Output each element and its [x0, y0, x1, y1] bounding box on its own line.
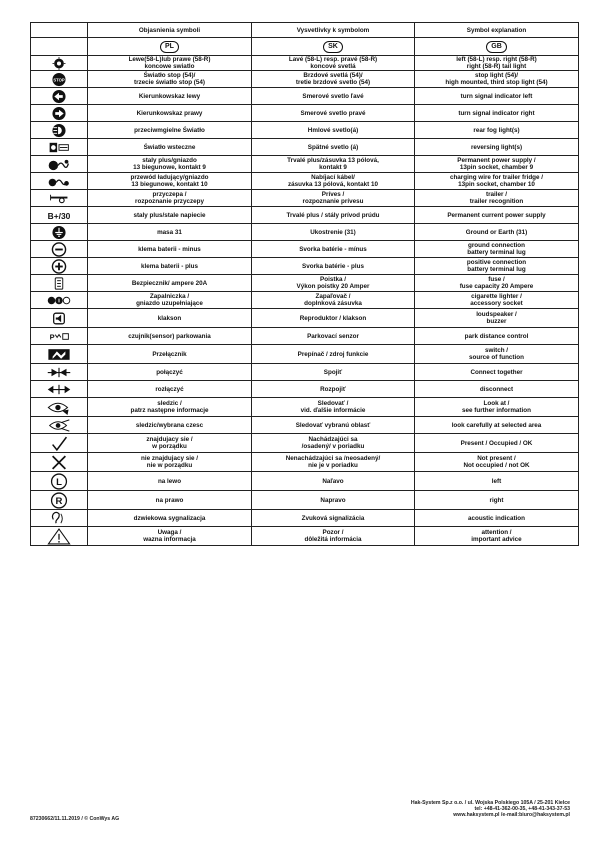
explanation-pl: Kierunkowskaz prawy — [136, 109, 203, 117]
horn-icon — [46, 310, 72, 327]
explanation-sk: Reproduktor / klakson — [299, 314, 367, 322]
explanation-pl: Zapalniczka / gniazdo uzupełniające — [136, 293, 203, 307]
symbol-legend-table — [30, 22, 579, 546]
symbol-row — [31, 472, 579, 491]
explanation-gb: left (58-L) resp. right (58-R) right (58-R) tail light — [456, 56, 537, 70]
explanation-pl: przewód ładujący/gniazdo 13 biegunowe, kontakt 10 — [130, 174, 209, 188]
company-info — [411, 800, 570, 819]
explanation-sk: Spojiť — [323, 368, 343, 376]
explanation-pl: masa 31 — [157, 228, 182, 236]
header-pl: Objasnienia symboli — [88, 23, 252, 38]
explanation-sk: Smerové svetlo ľavé — [302, 92, 364, 100]
header-row — [31, 23, 579, 38]
flag-gb-badge: GB — [486, 41, 507, 53]
symbol-row — [31, 527, 579, 546]
rear-fog-icon — [46, 123, 72, 138]
explanation-gb: Not present / Not occupied / not OK — [463, 455, 530, 469]
explanation-gb: park distance control — [464, 332, 529, 340]
explanation-pl: Uwaga / wazna informacja — [143, 529, 196, 543]
cigarette-lighter-icon — [46, 293, 72, 308]
svg-text:P: P — [49, 331, 55, 341]
explanation-pl: Światło wsteczne — [143, 143, 196, 151]
company-web: www.haksystem.pl /e-mail:biuro@haksystem.pl — [453, 812, 570, 819]
company-address: Hak-System Sp.z o.o. / ul. Wojska Polskiego 105A / 25-201 Kielce — [410, 800, 570, 806]
explanation-sk: Prepínač / zdroj funkcie — [297, 350, 369, 358]
turn-left-icon — [46, 89, 72, 104]
symbol-row — [31, 328, 579, 345]
cross-icon — [46, 454, 72, 471]
explanation-gb: right — [489, 496, 504, 504]
reversing-light-icon — [46, 140, 72, 155]
explanation-gb: trailer / trailer recognition — [469, 191, 524, 205]
explanation-gb: stop light (54)/ high mounted, third stop light (54) — [445, 72, 548, 86]
explanation-pl: klakson — [157, 314, 182, 322]
b-plus-30-icon — [46, 208, 72, 223]
language-row — [31, 38, 579, 56]
explanation-sk: Smerové svetlo pravé — [300, 109, 366, 117]
explanation-gb: turn signal indicator left — [460, 92, 533, 100]
explanation-gb: look carefully at selected area — [451, 421, 542, 429]
svg-text:B+/30: B+/30 — [47, 210, 71, 221]
charging-wire-icon — [46, 174, 72, 189]
flag-sk-badge: SK — [323, 41, 343, 53]
explanation-sk: Lavé (58-L) resp. pravé (58-R) koncové svetlá — [288, 56, 378, 70]
explanation-pl: Bezpiecznik/ ampere 20A — [131, 279, 208, 287]
minus-icon — [46, 242, 72, 257]
left-l-icon — [46, 473, 72, 490]
explanation-gb: loudspeaker / buzzer — [476, 311, 517, 325]
symbol-row — [31, 258, 579, 275]
explanation-gb: positive connection battery terminal lug — [466, 259, 527, 273]
symbol-row — [31, 309, 579, 328]
header-sk: Vysvetlivky k symbolom — [252, 23, 415, 38]
socket-13pin-icon — [46, 157, 72, 172]
symbol-row — [31, 56, 579, 71]
look-area-icon — [46, 418, 72, 433]
explanation-sk: Trvalé plus/zásuvka 13 pólová, kontakt 9 — [287, 157, 379, 171]
explanation-sk: Príves / rozpoznanie prívesu — [302, 191, 364, 205]
explanation-gb: Connect together — [470, 368, 523, 376]
explanation-sk: Brzdové svetlá (54)/ tretie brzdové svetlo (54) — [295, 72, 371, 86]
header-empty-cell — [31, 23, 88, 38]
stop-light-icon — [46, 72, 72, 87]
explanation-gb: charging wire for trailer fridge / 13pin socket, chamber 10 — [449, 174, 544, 188]
explanation-pl: Kierunkowskaz lewy — [138, 92, 201, 100]
explanation-pl: staly plus/stale napiecie — [133, 211, 206, 219]
explanation-pl: klema baterii - plus — [140, 262, 199, 270]
disconnect-icon — [46, 382, 72, 397]
ear-icon — [46, 511, 72, 526]
explanation-pl: Przełącznik — [152, 350, 187, 358]
symbol-row — [31, 417, 579, 434]
explanation-gb: attention / important advice — [471, 529, 522, 543]
explanation-pl: przeciwmgielne Światło — [134, 126, 205, 134]
flag-pl-badge: PL — [160, 41, 179, 53]
trailer-icon — [46, 191, 72, 206]
explanation-pl: sledzic/wybrana czesc — [135, 421, 204, 429]
explanation-pl: przyczepa / rozpoznanie przyczepy — [135, 191, 204, 205]
svg-text:R: R — [55, 495, 63, 507]
symbol-row — [31, 510, 579, 527]
symbol-row — [31, 139, 579, 156]
explanation-pl: na prawo — [155, 496, 184, 504]
explanation-pl: staly plus/gniazdo 13 biegunowe, kontakt 9 — [133, 157, 206, 171]
ground-icon — [46, 225, 72, 240]
explanation-pl: na lewo — [157, 477, 182, 485]
explanation-pl: nie znajdujacy sie / nie w porządku — [140, 455, 199, 469]
symbol-row — [31, 224, 579, 241]
explanation-pl: rozłączyć — [155, 385, 184, 393]
svg-text:STOP: STOP — [53, 76, 65, 82]
explanation-sk: Sledovať / vid. ďalšie informácie — [300, 400, 366, 414]
explanation-pl: czujnik(sensor) parkowania — [128, 332, 211, 340]
symbol-row — [31, 88, 579, 105]
fuse-icon — [46, 276, 72, 291]
explanation-pl: dzwiekowa sygnalizacja — [133, 514, 206, 522]
symbol-row — [31, 156, 579, 173]
park-sensor-icon — [46, 329, 72, 344]
look-at-icon — [46, 399, 72, 416]
explanation-pl: sledzic / patrz następne informacje — [130, 400, 209, 414]
explanation-sk: Parkovací senzor — [307, 332, 359, 340]
check-icon — [46, 435, 72, 452]
explanation-sk: Pozor / dôležitá informácia — [304, 529, 362, 543]
symbol-row — [31, 275, 579, 292]
explanation-gb: Permanent power supply / 13pin socket, chamber 9 — [457, 157, 536, 171]
switch-icon — [46, 346, 72, 363]
symbol-row — [31, 345, 579, 364]
explanation-sk: Svorka batérie - mínus — [299, 245, 367, 253]
explanation-sk: Naľavo — [322, 477, 344, 485]
explanation-sk: Zvuková signalizácia — [301, 514, 365, 522]
connect-icon — [46, 365, 72, 380]
explanation-gb: turn signal indicator right — [458, 109, 535, 117]
explanation-sk: Trvalé plus / stály prívod prúdu — [286, 211, 380, 219]
symbol-row — [31, 434, 579, 453]
explanation-gb: left — [491, 477, 502, 485]
explanation-gb: switch / source of function — [469, 347, 524, 361]
explanation-gb: ground connection battery terminal lug — [467, 242, 526, 256]
symbol-row — [31, 122, 579, 139]
explanation-pl: klema baterii - minus — [138, 245, 201, 253]
explanation-sk: Hmlové svetlo(á) — [307, 126, 359, 134]
svg-text:L: L — [56, 476, 62, 488]
header-gb: Symbol explanation — [415, 23, 579, 38]
explanation-gb: rear fog light(s) — [473, 126, 520, 134]
symbol-row — [31, 173, 579, 190]
explanation-sk: Svorka batérie - plus — [302, 262, 364, 270]
symbol-row — [31, 190, 579, 207]
symbol-row — [31, 491, 579, 510]
symbol-row — [31, 364, 579, 381]
symbol-row — [31, 398, 579, 417]
flag-empty-cell — [31, 38, 88, 56]
explanation-sk: Poistka / Výkon poistky 20 Amper — [296, 276, 370, 290]
symbol-row — [31, 381, 579, 398]
explanation-sk: Spätné svetlo (á) — [307, 143, 359, 151]
explanation-gb: acoustic indication — [467, 514, 526, 522]
explanation-pl: Światło stop (54)/ trzecie światło stop (54) — [133, 72, 206, 86]
explanation-sk: Ukostrenie (31) — [310, 228, 356, 236]
right-r-icon — [46, 492, 72, 509]
explanation-gb: disconnect — [479, 385, 514, 393]
explanation-sk: Nachádzajúci sa /osadený/ v poriadku — [301, 436, 365, 450]
explanation-sk: Napravo — [320, 496, 346, 504]
symbol-row — [31, 71, 579, 88]
symbol-row — [31, 453, 579, 472]
explanation-gb: fuse / fuse capacity 20 Ampere — [459, 276, 534, 290]
company-phone: tel: +48-41-362-00-35, +48-41-343-37-53 — [474, 806, 570, 813]
tail-light-icon — [46, 57, 72, 70]
explanation-pl: Lewe(58-L)lub prawe (58-R) koncowe swiatlo — [128, 56, 211, 70]
symbol-row — [31, 292, 579, 309]
explanation-sk: Zapaľovač / doplnková zásuvka — [304, 293, 362, 307]
symbol-row — [31, 207, 579, 224]
turn-right-icon — [46, 106, 72, 121]
explanation-pl: połączyć — [156, 368, 183, 376]
symbol-row — [31, 105, 579, 122]
explanation-sk: Nabíjací kábel/ zásuvka 13 pólová, kontakt 10 — [288, 174, 378, 188]
symbol-row — [31, 241, 579, 258]
explanation-gb: cigarette lighter / accessory socket — [470, 293, 523, 307]
explanation-gb: Present / Occupied / OK — [460, 439, 533, 447]
explanation-sk: Nenachádzajúci sa /neosadený/ nie je v poriadku — [285, 455, 381, 469]
explanation-sk: Rozpojiť — [320, 385, 346, 393]
warning-icon — [46, 528, 72, 545]
explanation-gb: reversing light(s) — [470, 143, 523, 151]
explanation-gb: Permanent current power supply — [447, 211, 546, 219]
plus-icon — [46, 259, 72, 274]
explanation-sk: Sledovať vybranú oblasť — [295, 421, 371, 429]
explanation-pl: znajdujacy sie / w porządku — [146, 436, 193, 450]
explanation-gb: Ground or Earth (31) — [465, 228, 528, 236]
document-id: 87230662/11.11.2019 / © ConWys AG — [30, 816, 120, 822]
explanation-gb: Look at / see further information — [462, 400, 531, 414]
